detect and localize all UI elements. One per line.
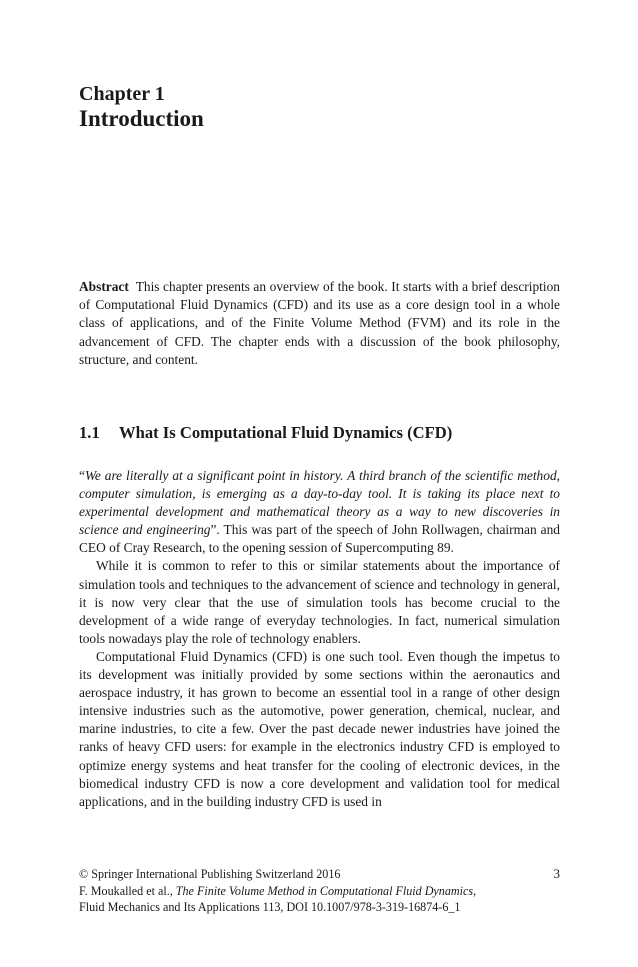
abstract-text: This chapter presents an overview of the book. It starts with a brief description of Computational Fluid Dynamics (CFD) and its use as a core design tool in a whole class of applications, and of the Finite Volume Method (FVM) and its role in the advancement of CFD. The chapter ends with a discussion of the book philosophy, structure, and content.	[79, 279, 560, 367]
chapter-title: Introduction	[79, 106, 204, 131]
section-number: 1.1	[79, 423, 100, 442]
paragraph-3: Computational Fluid Dynamics (CFD) is one such tool. Even though the impetus to its development was initially provided by some sections within the aeronautics and aerospace industry, it has grown to become an essential tool in a range of other design intensive industries such as the automotive, power generation, chemical, nuclear, and marine industries, to cite a few. Over the past decade newer industries have joined the ranks of heavy CFD users: for example in the electronics industry CFD is employed to optimize energy systems and heat transfer for the cooling of electronic devices, in the biomedical industry CFD is now a core development and validation tool for medical applications, and in the building industry CFD is used in	[79, 648, 560, 809]
section-heading	[79, 423, 452, 443]
citation-authors: F. Moukalled et al.,	[79, 883, 176, 898]
citation-book-title: The Finite Volume Method in Computational Fluid Dynamics	[175, 883, 474, 898]
abstract-label: Abstract	[79, 279, 129, 294]
quote-text: We are literally at a significant point in history. A third branch of the scientific method, computer simulation, is emerging as a day-to-day tool. It is taking its place next to experimental development and mathematical theory as a way to new discoveries in science and engineering	[79, 468, 560, 538]
paragraph-1	[79, 467, 560, 557]
citation-line	[79, 883, 560, 900]
copyright-line: © Springer International Publishing Switzerland 2016	[79, 867, 341, 881]
chapter-number: Chapter 1	[79, 83, 165, 105]
citation-series: Fluid Mechanics and Its Applications 113, DOI 10.1007/978-3-319-16874-6_1	[79, 900, 461, 914]
abstract	[79, 278, 560, 369]
paragraph-2: While it is common to refer to this or similar statements about the importance of simulation tools and techniques to the advancement of science and technology in general, it is now very clear that the use of simulation tools has become crucial to the development of a wide range of everyday technologies. In fact, numerical simulation tools nowadays play the role of technology enablers.	[79, 558, 560, 646]
section-title: What Is Computational Fluid Dynamics (CFD)	[119, 423, 453, 442]
open-quote: “	[79, 468, 85, 483]
citation-comma: ,	[473, 883, 477, 898]
section-body	[79, 467, 560, 811]
page-number: 3	[553, 866, 560, 881]
page-footer	[79, 866, 560, 916]
paragraph-1-rest: ”. This was part of the speech of John Rollwagen, chairman and CEO of Cray Research, to the opening session of Supercomputing 89.	[79, 522, 560, 556]
